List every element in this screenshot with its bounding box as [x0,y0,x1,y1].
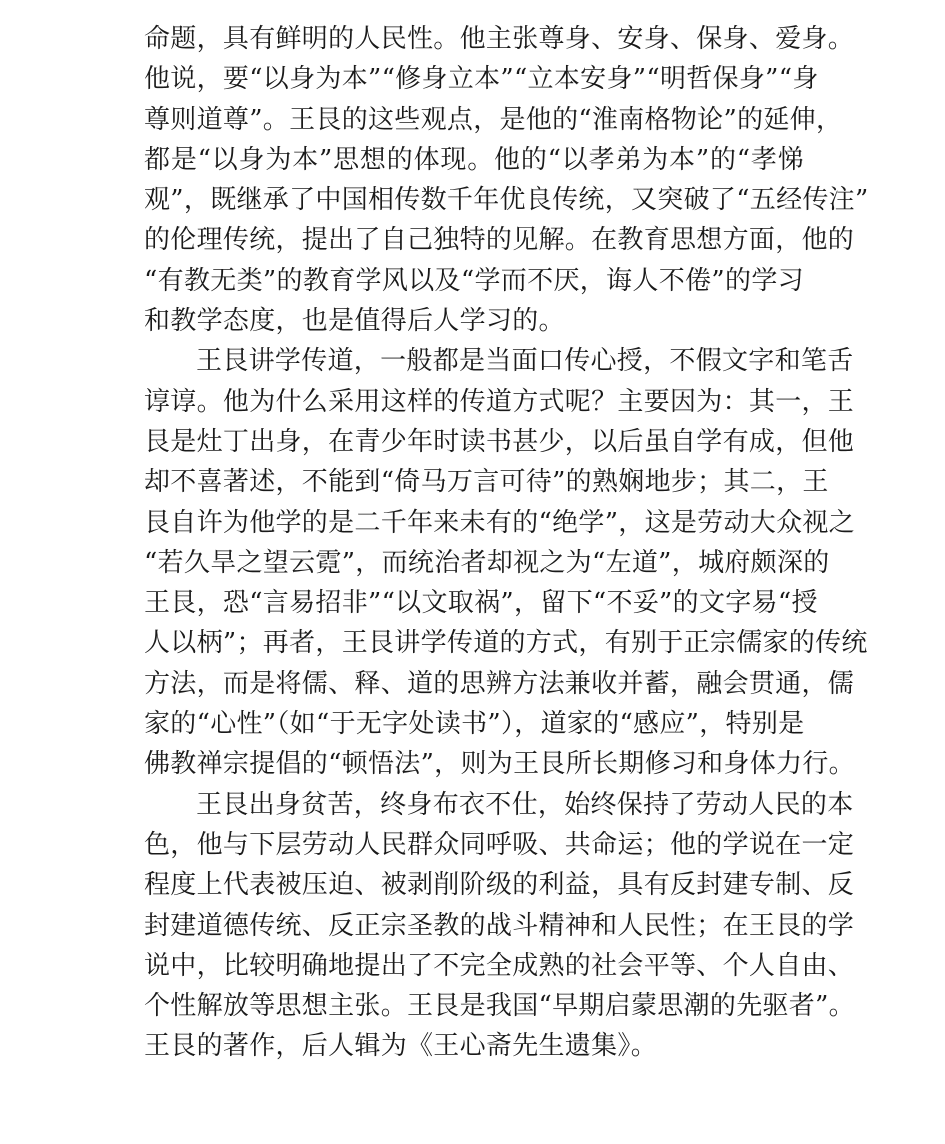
text-line: 尊则道尊”。王艮的这些观点，是他的“淮南格物论”的延伸， [144,104,843,135]
text-line: 佛教禅宗提倡的“顿悟法”，则为王艮所长期修习和身体力行。 [144,749,855,780]
text-line: 和教学态度，也是值得后人学习的。 [144,306,565,337]
text-line: 人以柄”；再者，王艮讲学传道的方式，有别于正宗儒家的传统 [144,628,868,659]
text-line: 程度上代表被压迫、被剥削阶级的利益，具有反封建专制、反 [144,870,855,901]
body-text [144,19,869,1067]
text-line: 王艮的著作，后人辑为《王心斋先生遗集》。 [144,1031,658,1062]
text-line: 谆谆。他为什么采用这样的传道方式呢？主要因为：其一，王 [144,386,855,417]
text-line: “有教无类”的教育学风以及“学而不厌，诲人不倦”的学习 [144,265,804,296]
text-line: 他说，要“以身为本”“修身立本”“立本安身”“明哲保身”“身 [144,64,819,95]
text-line: 封建道德传统、反正宗圣教的战斗精神和人民性；在王艮的学 [144,910,855,941]
text-line: 王艮，恐“言易招非”“以文取祸”，留下“不妥”的文字易“授 [144,588,818,619]
text-line: 却不喜著述，不能到“倚马万言可待”的熟娴地步；其二，王 [144,467,829,498]
text-line: 观”，既继承了中国相传数千年优良传统，又突破了“五经传注” [144,185,869,216]
text-line: 方法，而是将儒、释、道的思辨方法兼收并蓄，融会贯通，儒 [144,668,855,699]
text-line: 说中，比较明确地提出了不完全成熟的社会平等、个人自由、 [144,950,855,981]
text-line: 的伦理传统，提出了自己独特的见解。在教育思想方面，他的 [144,225,855,256]
text-line: 个性解放等思想主张。王艮是我国“早期启蒙思潮的先驱者”。 [144,991,855,1022]
text-line: 艮是灶丁出身，在青少年时读书甚少，以后虽自学有成，但他 [144,426,855,457]
text-line: 王艮出身贫苦，终身布衣不仕，始终保持了劳动人民的本 [196,789,854,820]
text-line: 王艮讲学传道，一般都是当面口传心授，不假文字和笔舌 [196,346,854,377]
text-line: 家的“心性”（如“于无字处读书”），道家的“感应”，特别是 [144,709,805,740]
text-line: 都是“以身为本”思想的体现。他的“以孝弟为本”的“孝悌 [144,144,804,175]
text-line: 色，他与下层劳动人民群众同呼吸、共命运；他的学说在一定 [144,829,855,860]
text-line: 艮自许为他学的是二千年来未有的“绝学”，这是劳动大众视之 [144,507,855,538]
text-line: “若久旱之望云霓”，而统治者却视之为“左道”，城府颇深的 [144,547,830,578]
text-line: 命题，具有鲜明的人民性。他主张尊身、安身、保身、爱身。 [144,24,855,54]
